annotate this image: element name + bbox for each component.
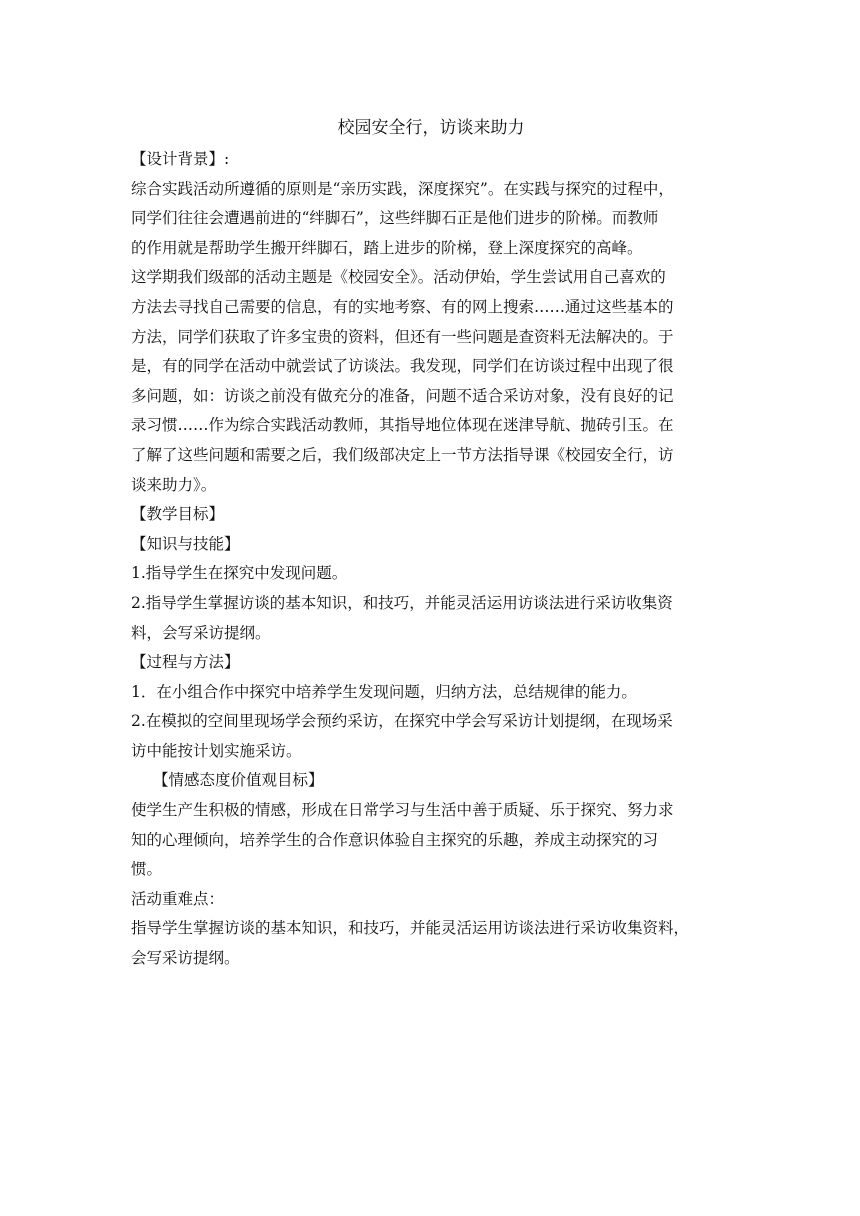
paragraph-line: 谈来助力》。	[131, 475, 217, 494]
list-item: 1.指导学生在探究中发现问题。	[131, 564, 348, 583]
section-heading-process-methods: 【过程与方法】	[131, 653, 240, 672]
paragraph-line: 惯。	[131, 860, 163, 879]
document-title: 校园安全行，访谈来助力	[337, 118, 525, 138]
list-item: 2.在模拟的空间里现场学会预约采访，在探究中学会写采访计划提纲，在现场采	[131, 712, 673, 731]
paragraph-line: 了解了这些问题和需要之后，我们级部决定上一节方法指导课《校园安全行，访	[131, 445, 674, 464]
paragraph-line: 综合实践活动所遵循的原则是“亲历实践，深度探究”。在实践与探究的过程中，	[131, 179, 674, 198]
section-heading-teaching-goals: 【教学目标】	[131, 505, 225, 524]
paragraph-line: 这学期我们级部的活动主题是《校园安全》。活动伊始，学生尝试用自己喜欢的	[131, 268, 666, 287]
paragraph-line: 多问题，如：访谈之前没有做充分的准备，问题不适合采访对象，没有良好的记	[131, 386, 674, 405]
list-item-continuation: 访中能按计划实施采访。	[131, 741, 302, 760]
list-item-continuation: 料，会写采访提纲。	[131, 623, 271, 642]
paragraph-line: 同学们往往会遭遇前进的“绊脚石”，这些绊脚石正是他们进步的阶梯。而教师	[131, 209, 659, 228]
paragraph-line: 指导学生掌握访谈的基本知识，和技巧，并能灵活运用访谈法进行采访收集资料，	[131, 919, 690, 938]
list-item: 2.指导学生掌握访谈的基本知识，和技巧，并能灵活运用访谈法进行采访收集资	[131, 593, 673, 612]
paragraph-line: 使学生产生积极的情感，形成在日常学习与生活中善于质疑、乐于探究、努力求	[131, 801, 674, 820]
section-heading-emotion-values: 【情感态度价值观目标】	[153, 771, 324, 790]
section-heading-knowledge-skills: 【知识与技能】	[131, 534, 240, 553]
section-heading-design-background: 【设计背景】:	[131, 150, 230, 168]
document-page	[131, 113, 731, 974]
list-item: 1．在小组合作中探究中培养学生发现问题，归纳方法，总结规律的能力。	[131, 682, 637, 701]
paragraph-line: 的作用就是帮助学生搬开绊脚石，踏上进步的阶梯，登上深度探究的高峰。	[131, 238, 643, 257]
paragraph-line: 录习惯……作为综合实践活动教师，其指导地位体现在迷津导航、抛砖引玉。在	[131, 416, 674, 435]
paragraph-line: 会写采访提纲。	[131, 949, 240, 968]
paragraph-line: 知的心理倾向，培养学生的合作意识体验自主探究的乐趣，养成主动探究的习	[131, 830, 659, 849]
paragraph-line: 方法，同学们获取了许多宝贵的资料，但还有一些问题是查资料无法解决的。于	[131, 327, 674, 346]
section-heading-key-difficulties: 活动重难点：	[131, 889, 225, 908]
paragraph-line: 是，有的同学在活动中就尝试了访谈法。我发现，同学们在访谈过程中出现了很	[131, 357, 674, 376]
paragraph-line: 方法去寻找自己需要的信息，有的实地考察、有的网上搜索……通过这些基本的	[131, 297, 674, 316]
